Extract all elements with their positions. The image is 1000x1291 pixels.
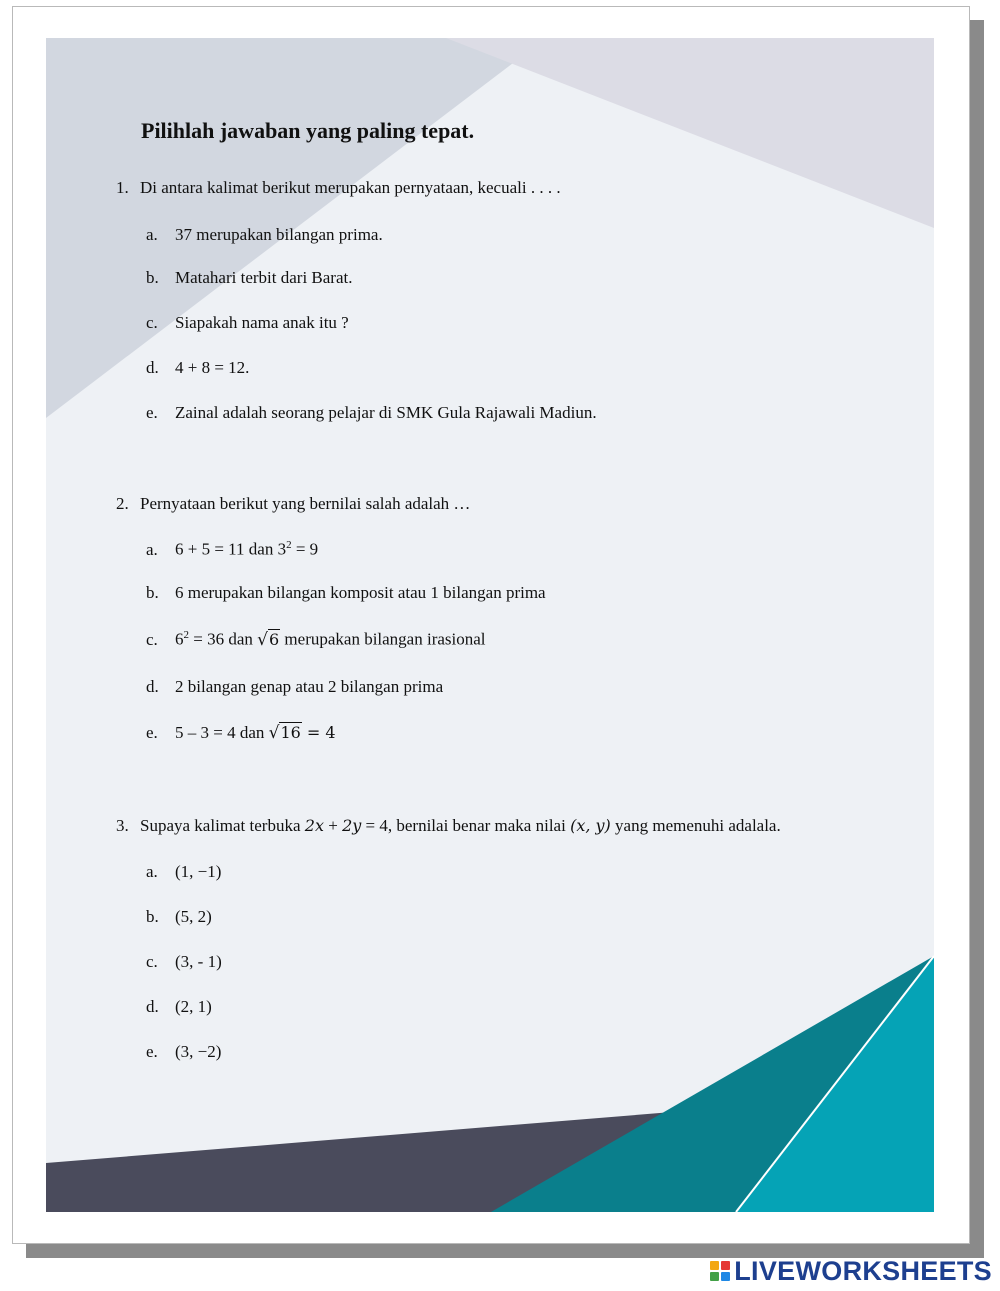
question-3-option-c[interactable] — [146, 952, 222, 972]
option-text: (3, −2) — [175, 1042, 222, 1061]
option-letter: e. — [146, 1042, 158, 1061]
question-3-option-e[interactable] — [146, 1042, 221, 1062]
option-letter: d. — [146, 677, 159, 696]
question-2 — [116, 494, 470, 514]
question-3-option-b[interactable] — [146, 907, 212, 927]
radicand: 6 — [268, 629, 280, 649]
question-1-option-e[interactable] — [146, 403, 597, 423]
option-text-post: merupakan bilangan irasional — [280, 629, 486, 649]
logo-square-e — [721, 1272, 730, 1281]
option-letter: b. — [146, 268, 159, 287]
option-letter: b. — [146, 583, 159, 602]
option-letter: d. — [146, 358, 159, 377]
question-1-option-a[interactable] — [146, 225, 383, 245]
superscript: 2 — [286, 539, 292, 551]
option-text: (3, - 1) — [175, 952, 222, 971]
option-letter: c. — [146, 313, 158, 332]
question-2-option-d[interactable] — [146, 677, 443, 697]
worksheet-page — [46, 38, 934, 1212]
math-y-term: 2y — [342, 816, 362, 835]
option-letter: c. — [146, 952, 158, 971]
question-3-option-a[interactable] — [146, 862, 221, 882]
option-letter: b. — [146, 907, 159, 926]
option-text: Siapakah nama anak itu ? — [175, 313, 349, 332]
question-1 — [116, 178, 561, 198]
liveworksheets-logo[interactable] — [710, 1256, 992, 1286]
option-text: 4 + 8 = 12. — [175, 358, 250, 377]
question-1-option-b[interactable] — [146, 268, 352, 288]
option-letter: d. — [146, 997, 159, 1016]
radicand: 16 — [280, 723, 301, 742]
radical-sign: √ — [268, 723, 280, 743]
option-letter: e. — [146, 723, 158, 742]
option-text: (1, −1) — [175, 862, 222, 881]
question-3-option-d[interactable] — [146, 997, 212, 1017]
option-text: 37 merupakan bilangan prima. — [175, 225, 383, 244]
option-text: Matahari terbit dari Barat. — [175, 268, 353, 287]
superscript: 2 — [183, 629, 189, 641]
liveworksheets-logo-icon — [710, 1261, 730, 1281]
logo-square-l — [710, 1261, 719, 1270]
option-text-mid: = 36 dan — [189, 629, 258, 649]
option-letter: a. — [146, 862, 158, 881]
option-text-pre: 6 — [175, 629, 184, 649]
question-number: 1. — [116, 178, 129, 197]
option-text: 2 bilangan genap atau 2 bilangan prima — [175, 677, 444, 696]
option-text-post: = 9 — [291, 539, 319, 559]
option-letter: e. — [146, 403, 158, 422]
question-number: 2. — [116, 494, 129, 513]
option-text: 6 merupakan bilangan komposit atau 1 bilangan prima — [175, 583, 546, 602]
question-text-pre: Supaya kalimat terbuka — [140, 816, 305, 835]
question-3 — [116, 816, 781, 836]
option-text-pre: 6 + 5 = 11 dan 3 — [175, 539, 287, 559]
math-plus: + — [323, 816, 343, 835]
math-pair: (x, y) — [570, 816, 611, 835]
question-1-option-d[interactable] — [146, 358, 249, 378]
radical-sign: √ — [257, 629, 268, 650]
question-text: Di antara kalimat berikut merupakan pernyataan, kecuali . . . . — [140, 178, 561, 197]
question-text-post: yang memenuhi adalala. — [610, 816, 781, 835]
square-root — [269, 723, 302, 743]
worksheet-title: Pilihlah jawaban yang paling tepat. — [141, 118, 475, 143]
question-2-option-e[interactable] — [146, 723, 336, 743]
option-text: (5, 2) — [175, 907, 212, 926]
option-letter: a. — [146, 539, 158, 559]
liveworksheets-logo-text: LIVEWORKSHEETS — [734, 1255, 992, 1286]
logo-square-v — [710, 1272, 719, 1281]
question-2-option-c[interactable] — [146, 629, 486, 650]
logo-square-i — [721, 1261, 730, 1270]
option-text: Zainal adalah seorang pelajar di SMK Gula Rajawali Madiun. — [175, 403, 597, 422]
question-2-option-b[interactable] — [146, 583, 546, 603]
option-letter: c. — [146, 629, 158, 649]
square-root — [257, 630, 280, 650]
worksheet-content — [46, 38, 934, 1212]
option-text: (2, 1) — [175, 997, 212, 1016]
question-2-option-a[interactable] — [146, 539, 318, 560]
question-number: 3. — [116, 816, 129, 835]
option-text-post: = 4 — [301, 723, 336, 742]
option-text-pre: 5 – 3 = 4 dan — [175, 723, 269, 742]
math-x-term: 2x — [304, 816, 324, 835]
question-text-mid: = 4, bernilai benar maka nilai — [361, 816, 571, 835]
question-1-option-c[interactable] — [146, 313, 349, 333]
question-text: Pernyataan berikut yang bernilai salah adalah … — [140, 494, 471, 513]
option-letter: a. — [146, 225, 158, 244]
